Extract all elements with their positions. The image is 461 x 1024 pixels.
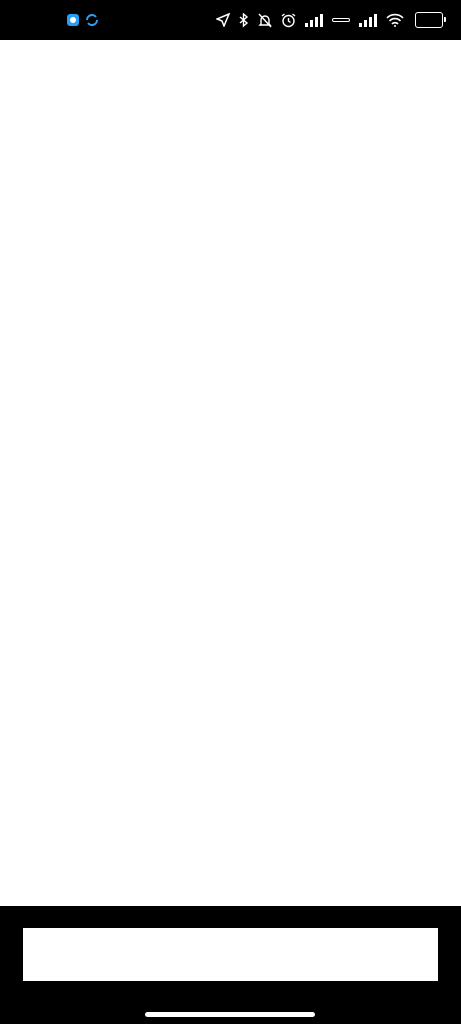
bluetooth-icon: [239, 13, 249, 28]
signal-icon: [305, 14, 323, 27]
signal-icon-2: [359, 14, 377, 27]
volte-icon: [332, 18, 350, 22]
status-bar: [0, 0, 461, 40]
camera-app-icon: [66, 13, 80, 27]
wifi-icon: [386, 13, 404, 27]
sync-app-icon: [85, 13, 99, 27]
battery-icon: [415, 12, 443, 28]
home-indicator[interactable]: [145, 1012, 315, 1017]
location-icon: [216, 13, 230, 27]
bottom-bar: [0, 906, 461, 1024]
add-to-cart-button[interactable]: [23, 928, 438, 981]
alarm-icon: [281, 13, 296, 28]
product-specs[interactable]: [0, 40, 461, 906]
mute-bell-icon: [258, 13, 272, 28]
